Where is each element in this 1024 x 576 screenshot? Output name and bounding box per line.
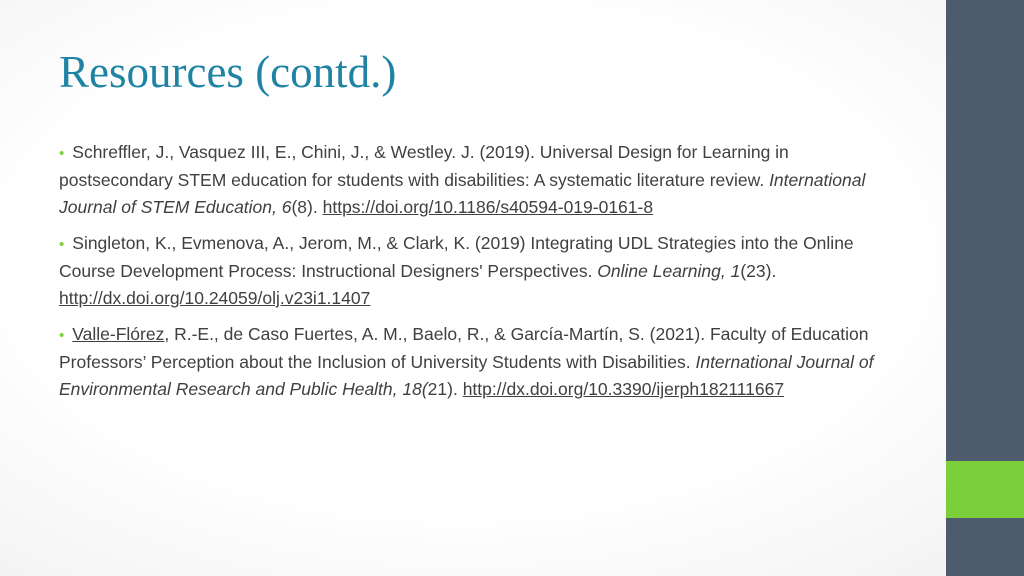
sidebar-accent bbox=[946, 461, 1024, 518]
slide-title: Resources (contd.) bbox=[59, 47, 397, 97]
reference-journal: International Journal of STEM Education, 6 bbox=[59, 170, 866, 217]
reference-issue: (8). bbox=[291, 197, 323, 217]
reference-text: , R.-E., de Caso Fuertes, A. M., Baelo, R., & García-Martín, S. (2021). Faculty of Education Professors’ Perception about the Inclusion of University Students with Disabilities. bbox=[59, 324, 869, 372]
reference-link[interactable]: https://doi.org/10.1186/s40594-019-0161-8 bbox=[322, 197, 654, 217]
reference-journal: Online Learning, 1 bbox=[597, 261, 741, 281]
bullet-icon: • bbox=[59, 327, 65, 344]
sidebar-panel bbox=[946, 0, 1024, 576]
reference-issue: (23). bbox=[740, 261, 777, 281]
bullet-icon: • bbox=[59, 145, 65, 162]
reference-link[interactable]: http://dx.doi.org/10.24059/olj.v23i1.1407 bbox=[59, 288, 371, 308]
reference-text: Schreffler, J., Vasquez III, E., Chini, J., & Westley. J. (2019). Universal Design for Learning in postsecondary STEM education for students with disabilities: A systematic literature review. bbox=[59, 142, 789, 190]
reference-link[interactable]: http://dx.doi.org/10.3390/ijerph182111667 bbox=[462, 379, 785, 399]
bullet-icon: • bbox=[59, 236, 65, 253]
author-link[interactable]: Valle-Flórez bbox=[72, 324, 165, 344]
reference-item bbox=[59, 321, 889, 403]
reference-journal: International Journal of Environmental Research and Public Health, 18( bbox=[59, 352, 874, 399]
reference-text: Singleton, K., Evmenova, A., Jerom, M., & Clark, K. (2019) Integrating UDL Strategies into the Online Course Development Process: Instructional Designers' Perspectives. bbox=[59, 233, 854, 281]
reference-issue: 21). bbox=[427, 379, 463, 399]
reference-list bbox=[59, 139, 889, 412]
reference-item bbox=[59, 230, 889, 312]
reference-item bbox=[59, 139, 889, 221]
